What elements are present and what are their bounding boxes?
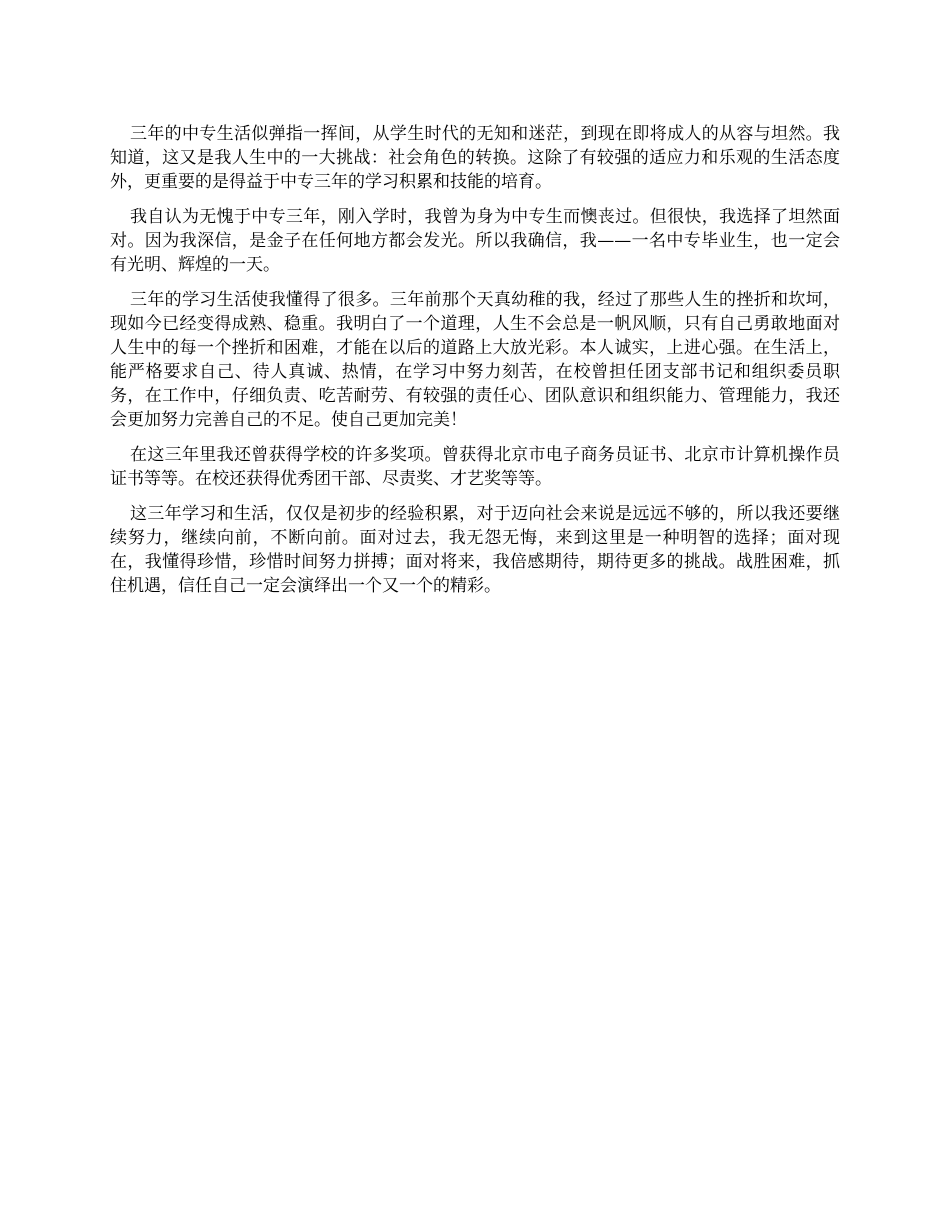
paragraph-3: 三年的学习生活使我懂得了很多。三年前那个天真幼稚的我，经过了那些人生的挫折和坎坷，现如今已经变得成熟、稳重。我明白了一个道理，人生不会总是一帆风顺，只有自己勇敢地面对人生中的每一个挫折和困难，才能在以后的道路上大放光彩。本人诚实，上进心强。在生活上，能严格要求自己、待人真诚、热情，在学习中努力刻苦，在校曾担任团支部书记和组织委员职务，在工作中，仔细负责、吃苦耐劳、有较强的责任心、团队意识和组织能力、管理能力，我还会更加努力完善自己的不足。使自己更加完美！ (110, 290, 840, 430)
paragraph-1: 三年的中专生活似弹指一挥间，从学生时代的无知和迷茫，到现在即将成人的从容与坦然。我知道，这又是我人生中的一大挑战：社会角色的转换。这除了有较强的适应力和乐观的生活态度外，更重要的是得益于中专三年的学习积累和技能的培育。 (110, 124, 840, 192)
paragraph-5: 这三年学习和生活，仅仅是初步的经验积累，对于迈向社会来说是远远不够的，所以我还要继续努力，继续向前，不断向前。面对过去，我无怨无悔，来到这里是一种明智的选择；面对现在，我懂得珍惜，珍惜时间努力拼搏；面对将来，我倍感期待，期待更多的挑战。战胜困难，抓住机遇，信任自己一定会演绎出一个又一个的精彩。 (110, 504, 840, 596)
paragraph-2: 我自认为无愧于中专三年，刚入学时，我曾为身为中专生而懊丧过。但很快，我选择了坦然面对。因为我深信，是金子在任何地方都会发光。所以我确信，我——一名中专毕业生，也一定会有光明、辉煌的一天。 (110, 207, 840, 275)
document-body (110, 122, 840, 609)
paragraph-4: 在这三年里我还曾获得学校的许多奖项。曾获得北京市电子商务员证书、北京市计算机操作员证书等等。在校还获得优秀团干部、尽责奖、才艺奖等等。 (110, 445, 840, 489)
